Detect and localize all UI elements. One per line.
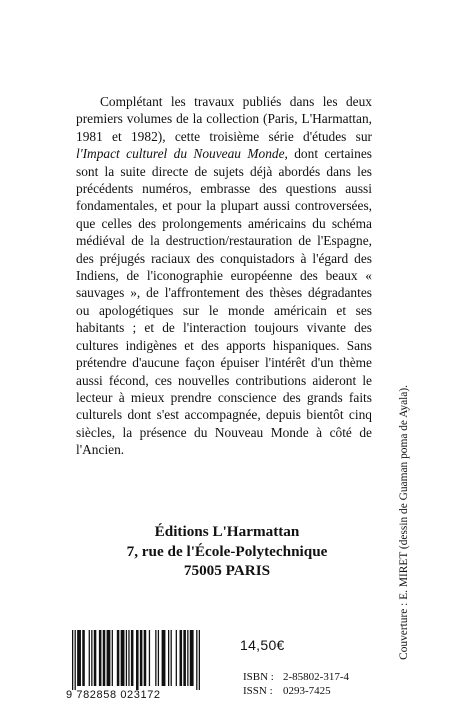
publisher-street: 7, rue de l'École-Polytechnique [126,542,328,560]
barcode-bar [82,630,85,686]
barcode-bar [128,630,129,686]
barcode-bar [131,630,134,686]
barcode-bar [180,630,183,686]
barcode-bar [183,630,186,686]
barcode-bar [199,630,200,690]
barcode-bar [94,630,97,686]
barcode-digits: 9 782858 023172 [66,689,161,701]
issn-label: ISSN : [243,685,273,697]
barcode-bars [72,630,200,690]
isbn-label: ISBN : [243,671,274,683]
barcode-bar [77,630,81,686]
isbn-block [243,670,349,698]
barcode-bar [176,630,177,686]
blurb-text-start: Complétant les travaux publiés dans les deux premiers volumes de la collection (Paris, L'Harmattan, 1981 et 1982), cette troisième série d'études sur [76,94,372,144]
barcode-bar [171,630,172,686]
blurb-text-end: , dont certaines sont la suite directe de sujets déjà abordés dans les précédents numéros, embrasse des questions aussi fondamentales, et pour la plupart aussi controversées, que celles des prolongements américains du schéma médiéval de la destruction/restauration de l'Espagne, des préjugés raciaux des conquistadors à l'égard des Indiens, de l'iconographie européenne des beaux « sauvages », de l'affrontement des thèses dégradantes ou apologétiques sur le monde américain et ses habitants ; et de l'interaction toujours vivante des cultures indigènes et des apports hispaniques. Sans prétendre d'aucune façon épuiser l'intérêt d'un thème aussi fécond, ces nouvelles contributions aideront le lecteur à mieux prendre conscience des grands faits culturels dont s'est accompagnée, depuis bientôt cinq siècles, la présence du Nouveau Monde à côté de l'Ancien. [76,146,372,458]
isbn-row [243,670,349,684]
price: 14,50€ [240,637,285,653]
isbn-value: 2-85802-317-4 [283,671,349,683]
cover-credit [383,385,410,685]
barcode-bar [75,630,76,690]
barcode-bar [121,630,125,686]
barcode-bar [168,630,169,686]
barcode-bar [149,630,150,686]
barcode-bar [91,630,92,686]
barcode-bar [155,630,156,686]
barcode-bar [144,630,147,686]
barcode-bar [103,630,106,686]
barcode-bar [187,630,188,686]
barcode-bar [136,630,139,690]
barcode [72,630,200,690]
publisher-city: 75005 PARIS [183,562,271,580]
blurb-italic-title: l'Impact culturel du Nouveau Monde [76,146,285,162]
cover-credit-text: Couverture : E. MIRET (dessin de Guaman poma de Ayala). [398,385,410,660]
barcode-bar [190,630,194,686]
barcode-bar [117,630,120,686]
barcode-bar [140,630,143,686]
publisher-address [60,522,394,581]
barcode-bar [126,630,127,686]
barcode-bar [112,630,113,686]
barcode-bar [196,630,197,690]
barcode-bar [72,630,73,690]
issn-value: 0293-7425 [283,685,331,697]
blurb-paragraph [76,93,372,459]
barcode-bar [158,630,159,686]
issn-row [243,684,349,698]
barcode-bar [162,630,166,686]
publisher-name: Éditions L'Harmattan [154,523,300,540]
barcode-bar [89,630,90,686]
barcode-bar [107,630,111,686]
barcode-bar [99,630,102,686]
